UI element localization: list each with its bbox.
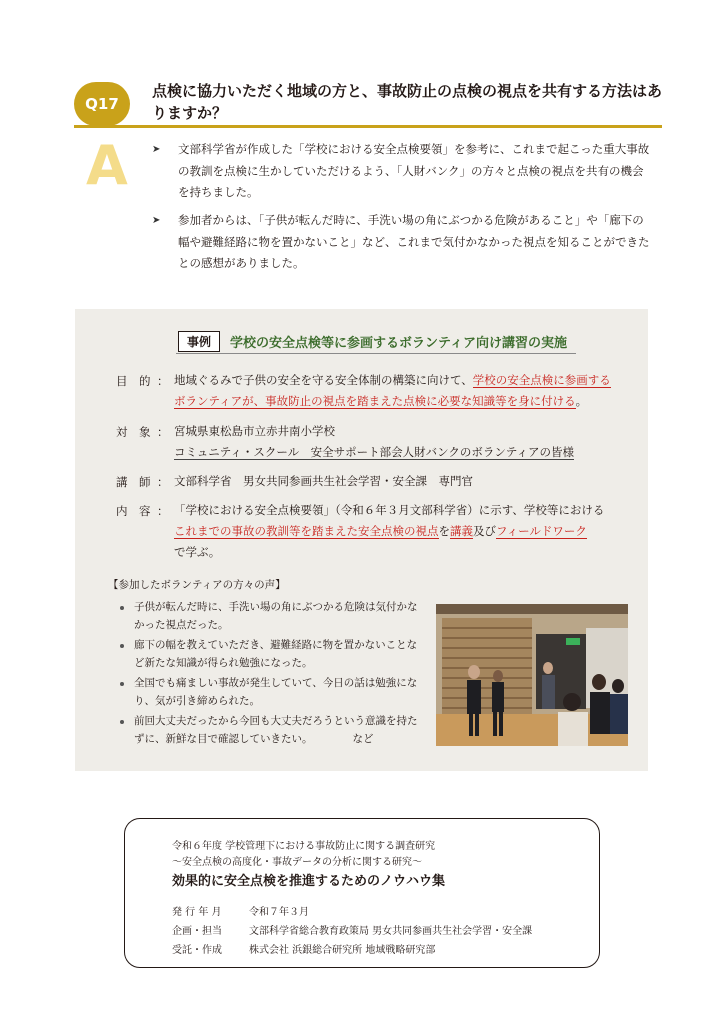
purpose-plain: 地域ぐるみで子供の安全を守る安全体制の構築に向けて、 xyxy=(174,373,473,387)
content-highlight-fieldwork: フィールドワーク xyxy=(496,524,587,538)
content-colon: ： xyxy=(157,504,169,518)
content-line-3: で学ぶ。 xyxy=(174,545,221,559)
footer-row-label: 発 行 年 月 xyxy=(172,907,222,918)
voice-item xyxy=(120,637,420,672)
content-highlight-lecture: 講義 xyxy=(450,524,473,538)
target-text xyxy=(174,421,634,463)
voices-heading: 【参加したボランティアの方々の声】 xyxy=(108,579,286,591)
footer-row-label: 企画・担当 xyxy=(172,926,222,937)
voice-text: 廊下の幅を教えていただき、避難経路に物を置かないことなど新たな知識が得られ勉強になった。 xyxy=(134,639,418,669)
answer-text-2: 参加者からは、「子供が転んだ時に、手洗い場の角にぶつかる危険があること」や「廊下の幅や避難経路に物を置かないこと」など、これまで気付かなかった視点を知ることができたとの感想がありました。 xyxy=(178,213,650,270)
answer-letter: A xyxy=(86,134,128,197)
lecturer-text: 文部科学省 男女共同参画共生社会学習・安全課 専門官 xyxy=(174,474,473,488)
voice-text: 全国でも痛ましい事故が発生していて、今日の話は勉強になり、気が引き締められた。 xyxy=(134,677,418,707)
case-title-underline xyxy=(176,353,576,354)
purpose-text xyxy=(174,370,634,412)
footer-study-title: 令和６年度 学校管理下における事故防止に関する調査研究 xyxy=(172,841,436,852)
footer-row-value: 文部科学省総合教育政策局 男女共同参画共生社会学習・安全課 xyxy=(249,926,533,937)
voice-item xyxy=(120,599,420,634)
content-joiner-1: を xyxy=(438,524,450,538)
voice-item xyxy=(120,675,420,710)
target-colon: ： xyxy=(157,425,169,439)
answer-bullet-1 xyxy=(152,139,652,204)
lecturer-label: 講 師 xyxy=(116,475,151,489)
voices-list xyxy=(120,599,420,751)
content-highlight-viewpoint: これまでの事故の教訓等を踏まえた安全点検の視点 xyxy=(174,524,439,538)
training-session-photo xyxy=(436,604,628,746)
purpose-highlight-1: 学校の安全点検に参画する xyxy=(472,373,611,387)
footer-study-subtitle: 〜安全点検の高度化・事故データの分析に関する研究〜 xyxy=(172,857,422,868)
arrow-bullet-icon: ➤ xyxy=(152,144,161,155)
purpose-label: 目 的 xyxy=(116,374,151,388)
case-label: 事例 xyxy=(178,331,220,352)
lecturer-colon: ： xyxy=(157,475,169,489)
target-label: 対 象 xyxy=(116,425,151,439)
answer-bullet-2 xyxy=(152,210,652,275)
content-label: 内 容 xyxy=(116,504,151,518)
purpose-highlight-2: ボランティアが、事故防止の視点を踏まえた点検に必要な知識等を身に付ける xyxy=(174,394,576,408)
purpose-end: 。 xyxy=(575,394,588,408)
footer-publication-title: 効果的に安全点検を推進するためのノウハウ集 xyxy=(172,874,446,889)
question-text: 点検に協力いただく地域の方と、事故防止の点検の視点を共有する方法はありますか？ xyxy=(152,82,663,122)
content-line-1: 「学校における安全点検要領」（令和６年３月文部科学省）に示す、学校等における xyxy=(174,503,605,517)
footer-row-value: 株式会社 浜銀総合研究所 地域戦略研究部 xyxy=(249,945,436,956)
target-group: コミュニティ・スクール 安全サポート部会人財バンクのボランティアの皆様 xyxy=(174,445,574,459)
question-number-badge: Q17 xyxy=(74,82,130,126)
answer-text-1: 文部科学省が作成した「学校における安全点検要領」を参考に、これまで起こった重大事故の教訓を点検に生かしていただけるよう、「人財バンク」の方々と点検の視点を共有の機会を持ちました。 xyxy=(178,142,650,199)
question-divider xyxy=(74,125,662,128)
voice-item xyxy=(120,713,420,748)
voice-text: 前回大丈夫だったから今回も大丈夫だろうという意識を持たずに、新鮮な目で確認していきたい。 xyxy=(134,715,418,745)
footer-row-value: 令和７年３月 xyxy=(249,907,309,918)
arrow-bullet-icon: ➤ xyxy=(152,215,161,226)
case-title: 学校の安全点検等に参画するボランティア向け講習の実施 xyxy=(230,336,567,351)
voices-etc: など xyxy=(352,732,374,745)
footer-row-label: 受託・作成 xyxy=(172,945,222,956)
voice-text: 子供が転んだ時に、手洗い場の角にぶつかる危険は気付かなかった視点だった。 xyxy=(134,601,418,631)
content-joiner-2: 及び xyxy=(473,524,496,538)
target-school: 宮城県東松島市立赤井南小学校 xyxy=(174,424,335,438)
content-text xyxy=(174,500,634,563)
purpose-colon: ： xyxy=(157,374,169,388)
